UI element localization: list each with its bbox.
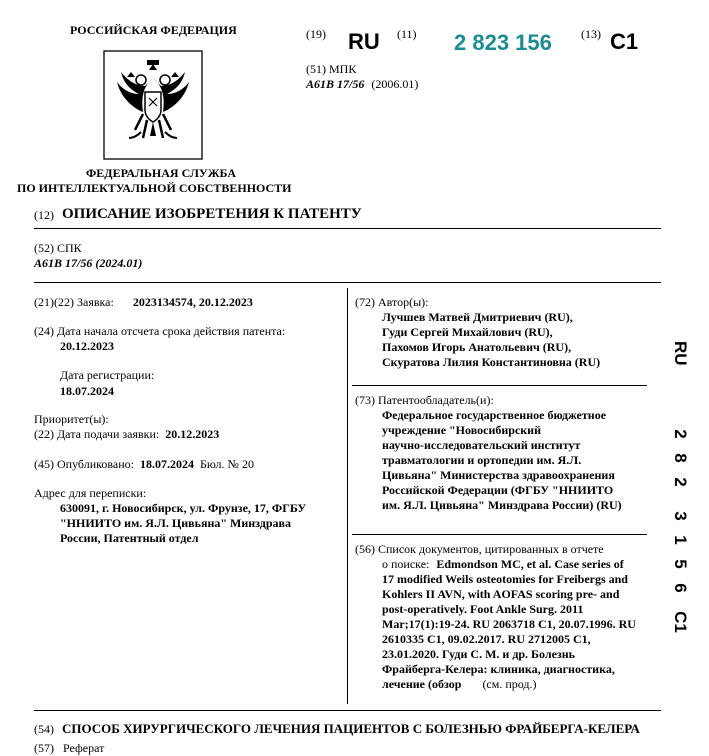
cited-line: post-operatively. Foot Ankle Surg. 2011 — [382, 602, 584, 616]
address-line: 630091, г. Новосибирск, ул. Фрунзе, 17, ФГБУ — [60, 501, 307, 515]
cited-line: Edmondson MC, et al. Case series of — [436, 557, 624, 571]
patent-number: 2 823 156 — [454, 30, 552, 55]
side-patent-number: 2 8 2 3 1 5 6 — [671, 429, 690, 593]
cited-line: Kohlers II AVN, with AOFAS scoring pre- and — [382, 587, 620, 601]
continued-note: (см. прод.) — [482, 677, 537, 691]
spk-value: A61B 17/56 (2024.01) — [34, 256, 143, 270]
application-label: (21)(22) Заявка: — [34, 295, 114, 309]
mpk-class: A61B 17/56 — [306, 77, 365, 91]
owner-divider — [352, 534, 647, 535]
application-value: 2023134574, 20.12.2023 — [132, 295, 253, 309]
mpk-version: (2006.01) — [371, 77, 419, 91]
owner-label: (73) Патентообладатель(и): — [355, 393, 494, 407]
bottom-divider — [34, 710, 661, 711]
cited-line: Фрайберга-Келера: клиника, диагностика, — [382, 662, 615, 676]
title-divider — [34, 228, 661, 229]
address-line: "ННИИТО им. Я.Л. Цивьяна" Минздрава — [60, 516, 291, 530]
published-value: 18.07.2024 — [139, 457, 194, 471]
owner-line: учреждение "Новосибирский — [382, 423, 542, 437]
authors-list — [382, 310, 600, 370]
code-11: (11) — [397, 27, 417, 41]
title-code: (12) — [34, 208, 54, 222]
published-label: (45) Опубликовано: — [34, 457, 134, 471]
cited-line: 17 modified Weils osteotomies for Freibergs and — [382, 572, 628, 586]
owner-line: травматологии и ортопедии им. Я.Л. — [382, 453, 582, 467]
mpk-code: (51) МПК — [306, 62, 357, 76]
address-line: России, Патентный отдел — [60, 531, 199, 545]
owner-line: Федеральное государственное бюджетное — [382, 408, 607, 422]
filing-value: 20.12.2023 — [165, 427, 220, 441]
cited-line: лечение (обзор — [382, 677, 462, 691]
cited-line: Mar;17(1):19-24. RU 2063718 C1, 20.07.1996. RU — [382, 617, 636, 631]
country-code: RU — [348, 29, 380, 54]
cited-line: 2610335 C1, 09.02.2017. RU 2712005 C1, — [382, 632, 591, 646]
column-divider — [347, 288, 348, 704]
abstract-code: (57) — [34, 741, 54, 755]
cited-label-cont: о поиске: — [382, 557, 430, 571]
country-name: РОССИЙСКАЯ ФЕДЕРАЦИЯ — [70, 23, 237, 37]
authors-label: (72) Автор(ы): — [355, 295, 429, 309]
filing-label: (22) Дата подачи заявки: — [34, 427, 160, 441]
agency-line-2: ПО ИНТЕЛЛЕКТУАЛЬНОЙ СОБСТВЕННОСТИ — [17, 181, 292, 195]
term-start-label: (24) Дата начала отсчета срока действия патента: — [34, 324, 286, 338]
author-item: Гуди Сергей Михайлович (RU), — [382, 325, 553, 339]
priority-label: Приоритет(ы): — [34, 412, 109, 426]
author-item: Лучшев Матвей Дмитриевич (RU), — [382, 310, 573, 324]
document-title: ОПИСАНИЕ ИЗОБРЕТЕНИЯ К ПАТЕНТУ — [62, 206, 362, 222]
term-start-value: 20.12.2023 — [60, 339, 114, 353]
kind-code: C1 — [610, 29, 639, 54]
invention-code: (54) — [34, 722, 54, 736]
owner-line: им. Я.Л. Цивьяна" Минздрава России) (RU) — [382, 498, 622, 512]
owner-line: Российской Федерации (ФГБУ "ННИИТО — [382, 483, 614, 497]
owner-line: научно-исследовательский институт — [382, 438, 581, 452]
address-block — [60, 501, 306, 546]
cited-label: (56) Список документов, цитированных в отчете — [355, 542, 604, 556]
cited-line: 23.01.2020. Гуди С. М. и др. Болезнь — [382, 647, 575, 661]
agency-line-1: ФЕДЕРАЛЬНАЯ СЛУЖБА — [86, 166, 236, 180]
owner-block — [382, 408, 622, 513]
bulletin: Бюл. № 20 — [199, 457, 254, 471]
address-label: Адрес для переписки: — [34, 486, 147, 500]
side-country-code: RU — [671, 341, 690, 366]
coat-of-arms-emblem — [103, 50, 203, 160]
cited-block — [382, 557, 636, 692]
registration-label: Дата регистрации: — [60, 368, 155, 382]
author-item: Пахомов Игорь Анатольевич (RU), — [382, 340, 572, 354]
registration-value: 18.07.2024 — [60, 384, 114, 398]
code-13: (13) — [581, 27, 601, 41]
author-item: Скуратова Лилия Константиновна (RU) — [382, 355, 601, 369]
owner-line: Цивьяна" Министерства здравоохранения — [382, 468, 615, 482]
code-19: (19) — [306, 27, 326, 41]
abstract-label: Реферат — [63, 741, 105, 755]
authors-divider — [352, 385, 647, 386]
spk-label: (52) СПК — [34, 241, 82, 255]
spk-divider — [34, 282, 661, 283]
side-kind-code: C1 — [671, 611, 690, 633]
invention-title: СПОСОБ ХИРУРГИЧЕСКОГО ЛЕЧЕНИЯ ПАЦИЕНТОВ С БОЛЕЗНЬЮ ФРАЙБЕРГА-КЕЛЕРА — [62, 721, 640, 736]
